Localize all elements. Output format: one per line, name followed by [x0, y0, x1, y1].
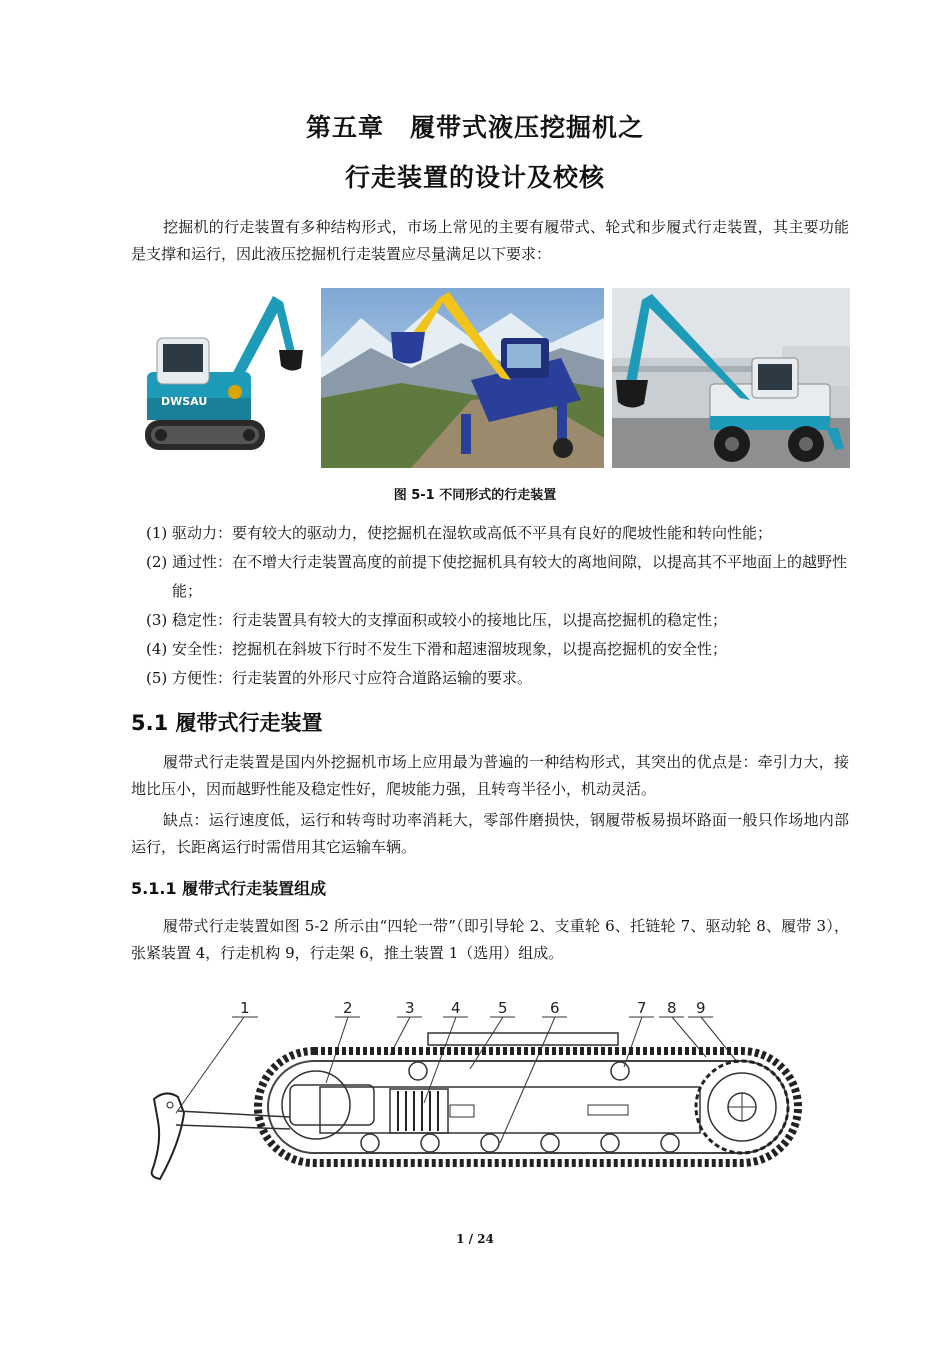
requirement-number: (2) [146, 553, 168, 571]
diagram-label: 2 [343, 999, 353, 1017]
photo-walking-excavator [321, 288, 604, 468]
photo-wheeled-excavator [612, 288, 850, 468]
requirement-text: 通过性：在不增大行走装置高度的前提下使挖掘机具有较大的离地间隙，以提高其不平地面上的越野性能； [172, 553, 848, 600]
diagram-label: 3 [405, 999, 415, 1017]
requirement-number: (5) [146, 669, 168, 687]
requirement-text: 方便性：行走装置的外形尺寸应符合道路运输的要求。 [172, 669, 533, 687]
intro-paragraph: 挖掘机的行走装置有多种结构形式，市场上常见的主要有履带式、轮式和步履式行走装置，其主要功能是支撑和运行，因此液压挖掘机行走装置应尽量满足以下要求： [131, 218, 849, 263]
diagram-label: 6 [550, 999, 560, 1017]
requirement-item [146, 548, 851, 606]
requirement-text: 驱动力：要有较大的驱动力，使挖掘机在湿软或高低不平具有良好的爬坡性能和转向性能； [172, 524, 773, 542]
requirement-text: 安全性：挖掘机在斜坡下行时不发生下滑和超速溜坡现象，以提高挖掘机的安全性； [172, 640, 728, 658]
diagram-label: 4 [451, 999, 461, 1017]
section-paragraph-advantages: 履带式行走装置是国内外挖掘机市场上应用最为普遍的一种结构形式，其突出的优点是：牵引力大，接地比压小，因而越野性能及稳定性好，爬坡能力强，且转弯半径小，机动灵活。 [131, 753, 849, 798]
requirement-number: (1) [146, 524, 168, 542]
requirement-number: (3) [146, 611, 168, 629]
requirements-list [146, 519, 851, 693]
section-heading-5-1: 5.1 履带式行走装置 [131, 711, 323, 735]
diagram-label: 5 [498, 999, 508, 1017]
requirement-item [146, 606, 851, 635]
requirement-number: (4) [146, 640, 168, 658]
diagram-label: 9 [696, 999, 706, 1017]
figure-5-1-caption: 图 5-1 不同形式的行走装置 [393, 488, 557, 503]
photo-crawler-excavator [131, 288, 313, 468]
diagram-label: 8 [667, 999, 677, 1017]
chapter-title-line2: 行走装置的设计及校核 [344, 163, 605, 192]
diagram-label: 1 [240, 999, 250, 1017]
chapter-title-line1: 第五章 履带式液压挖掘机之 [305, 113, 644, 142]
requirement-item [146, 635, 851, 664]
requirement-item [146, 664, 851, 693]
page-number: 1 / 24 [456, 1232, 494, 1246]
subsection-paragraph: 履带式行走装置如图 5-2 所示由“四轮一带”（即引导轮 2、支重轮 6、托链轮 7、驱动轮 8、履带 3），张紧装置 4，行走机构 9，行走架 6，推土装置 1（选用）组成。 [131, 917, 849, 962]
diagram-label: 7 [637, 999, 647, 1017]
requirement-item [146, 519, 851, 548]
section-paragraph-disadvantages: 缺点：运行速度低，运行和转弯时功率消耗大，零部件磨损快，钢履带板易损坏路面一般只作场地内部运行，长距离运行时需借用其它运输车辆。 [131, 811, 849, 856]
subsection-heading-5-1-1: 5.1.1 履带式行走装置组成 [131, 879, 327, 898]
requirement-text: 稳定性：行走装置具有较大的支撑面积或较小的接地比压，以提高挖掘机的稳定性； [172, 611, 728, 629]
brand-text: DWSAU [161, 395, 208, 408]
crawler-undercarriage-diagram [140, 993, 855, 1188]
